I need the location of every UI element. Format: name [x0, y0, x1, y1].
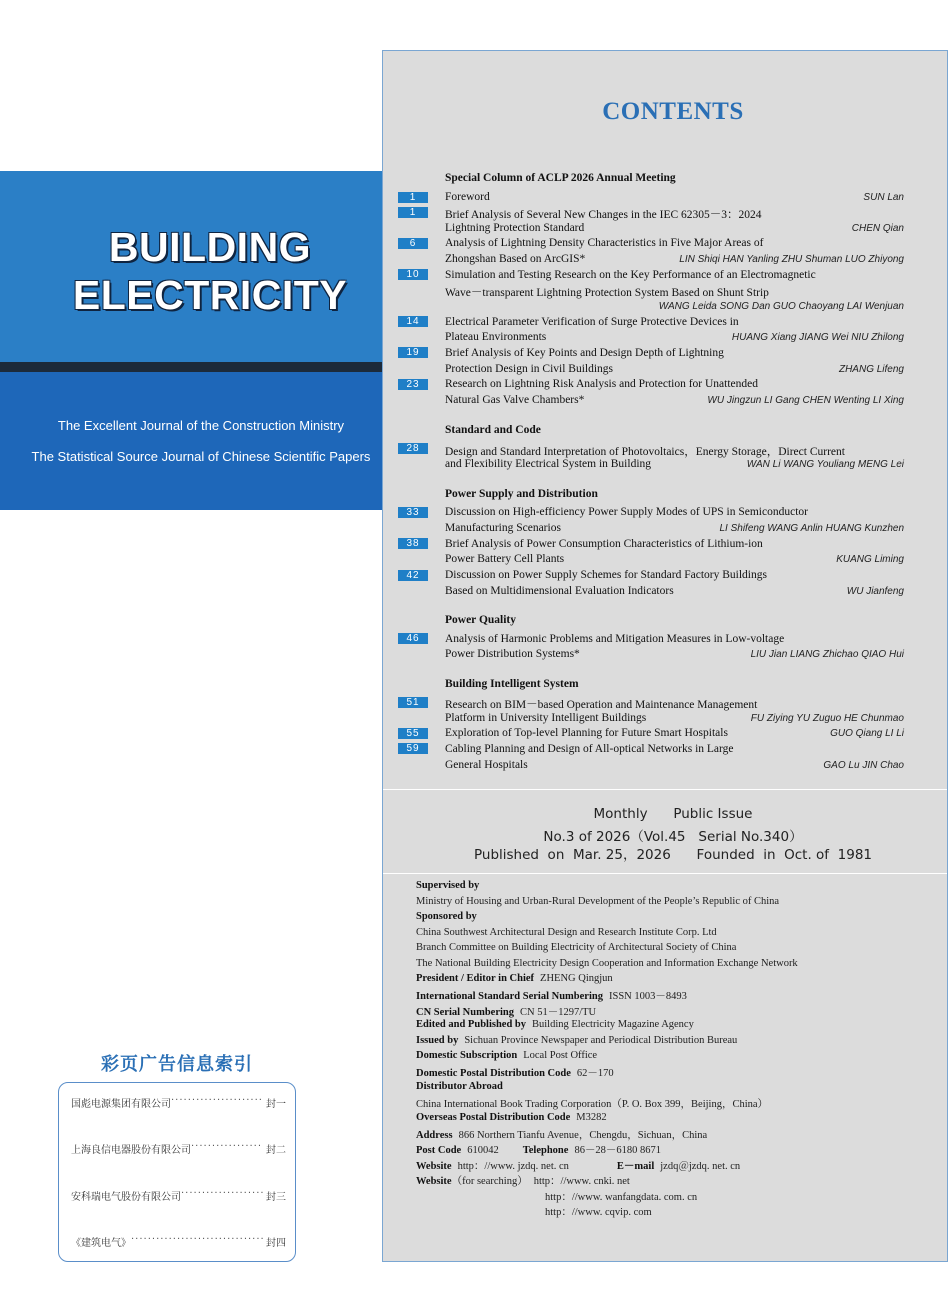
issued-line: Issued by Sichuan Province Newspaper and Periodical Distribution Bureau	[416, 1035, 738, 1046]
article-authors: CHEN Qian	[851, 223, 904, 234]
article-title: Power Battery Cell Plants	[445, 553, 565, 565]
article-authors: LIN Shiqi HAN Yanling ZHU Shuman LUO Zhiyong	[679, 254, 904, 265]
contents-panel	[382, 50, 948, 1262]
article-authors: LIU Jian LIANG Zhichao QIAO Hui	[750, 649, 904, 660]
ad-company: 安科瑞电气股份有限公司	[71, 1192, 181, 1203]
article-title: Brief Analysis of Power Consumption Characteristics of Lithium-ion	[445, 538, 763, 550]
article-title: Exploration of Top-level Planning for Future Smart Hospitals	[445, 727, 728, 739]
article-title: Cabling Planning and Design of All-optical Networks in Large	[445, 743, 734, 755]
article-title: General Hospitals	[445, 759, 528, 771]
website-line: Website http：//www. jzdq. net. cn E－mail jzdq＠jzdq. net. cn	[416, 1161, 741, 1172]
page-badge: 38	[398, 538, 428, 549]
article-authors: GUO Qiang LI Li	[830, 728, 904, 739]
article-title: Research on BIM－based Operation and Maintenance Management	[445, 699, 758, 711]
page-badge: 1	[398, 192, 428, 203]
article-title: Protection Design in Civil Buildings	[445, 363, 614, 375]
article-title: Analysis of Lightning Density Characteristics in Five Major Areas of	[445, 237, 764, 249]
leader-dots	[181, 1188, 263, 1203]
journal-title-line1: BUILDING	[108, 224, 312, 270]
page-badge: 59	[398, 743, 428, 754]
article-title: Zhongshan Based on ArcGIS*	[445, 253, 586, 265]
domestic-code-line: Domestic Postal Distribution Code 62－170	[416, 1068, 614, 1079]
tagline-band	[0, 372, 383, 510]
sponsor: The National Building Electricity Design Cooperation and Information Exchange Network	[416, 958, 798, 969]
page-badge: 46	[398, 633, 428, 644]
article-authors: FU Ziying YU Zuguo HE Chunmao	[750, 713, 904, 724]
ad-page: 封一	[266, 1099, 286, 1110]
article-title: Power Distribution Systems*	[445, 648, 580, 660]
search-website-line: Website（for searching） http：//www. cnki. net	[416, 1176, 630, 1187]
article-title: Discussion on Power Supply Schemes for Standard Factory Buildings	[445, 569, 767, 581]
search-site-link[interactable]: http：//www. cnki. net	[533, 1176, 630, 1187]
article-authors: WU Jianfeng	[846, 586, 904, 597]
supervisor: Ministry of Housing and Urban-Rural Development of the People’s Republic of China	[416, 896, 780, 907]
article-title: Design and Standard Interpretation of Photovoltaics，Energy Storage，Direct Current	[445, 446, 845, 458]
page-badge: 1	[398, 207, 428, 218]
leader-dots	[171, 1095, 263, 1110]
cn-line: CN Serial Numbering CN 51－1297/TU	[416, 1007, 597, 1018]
article-title: Brief Analysis of Key Points and Design Depth of Lightning	[445, 347, 724, 359]
ad-page: 封四	[266, 1238, 286, 1249]
article-authors: WAN Li WANG Youliang MENG Lei	[746, 459, 904, 470]
section-heading: Standard and Code	[445, 424, 541, 436]
page-badge: 51	[398, 697, 428, 708]
section-heading: Building Intelligent System	[445, 678, 579, 690]
article-title: Discussion on High-efficiency Power Supply Modes of UPS in Semiconductor	[445, 506, 808, 518]
article-authors: SUN Lan	[863, 192, 904, 203]
article-authors: HUANG Xiang JIANG Wei NIU Zhilong	[731, 332, 904, 343]
section-heading: Special Column of ACLP 2026 Annual Meeting	[445, 172, 676, 184]
publication-issue: No.3 of 2026（Vol.45 Serial No.340）	[543, 829, 803, 845]
page-badge: 55	[398, 728, 428, 739]
banner-divider	[0, 362, 383, 372]
sponsor: China Southwest Architectural Design and Research Institute Corp. Ltd	[416, 927, 717, 938]
leader-dots	[131, 1234, 263, 1249]
postcode-line: Post Code 610042 Telephone 86－28－6180 8671	[416, 1145, 662, 1156]
ad-index-item	[71, 1141, 286, 1156]
issn-line: International Standard Serial Numbering ISSN 1003－8493	[416, 991, 687, 1002]
ad-index-item	[71, 1188, 286, 1203]
leader-dots	[191, 1141, 263, 1156]
journal-tagline1: The Excellent Journal of the Construction Ministry	[57, 418, 345, 433]
overseas-code-line: Overseas Postal Distribution Code M3282	[416, 1112, 607, 1123]
ad-index-item	[71, 1234, 286, 1249]
article-title: Simulation and Testing Research on the Key Performance of an Electromagnetic	[445, 269, 816, 281]
journal-tagline2: The Statistical Source Journal of Chinese Scientific Papers	[31, 449, 371, 464]
page-badge: 42	[398, 570, 428, 581]
article-title: Manufacturing Scenarios	[445, 522, 561, 534]
ad-index-box	[58, 1082, 296, 1262]
page-badge: 10	[398, 269, 428, 280]
article-title: and Flexibility Electrical System in Building	[445, 458, 652, 470]
publication-frequency: Monthly Public Issue	[593, 806, 753, 822]
distributor-abroad-value: China International Book Trading Corporation（P. O. Box 399，Beijing，China）	[416, 1099, 769, 1110]
ad-company: 国彪电源集团有限公司	[71, 1099, 171, 1110]
article-title: Natural Gas Valve Chambers*	[445, 394, 585, 406]
page-badge: 6	[398, 238, 428, 249]
website-link[interactable]: http：//www. jzdq. net. cn	[457, 1161, 569, 1172]
page-badge: 33	[398, 507, 428, 518]
sponsored-by: Sponsored by	[416, 911, 477, 922]
article-title: Platform in University Intelligent Buildings	[445, 712, 647, 724]
ad-page: 封三	[266, 1192, 286, 1203]
email-link[interactable]: jzdq＠jzdq. net. cn	[660, 1161, 741, 1172]
contents-heading: CONTENTS	[602, 98, 744, 125]
publication-dates: Published on Mar. 25，2026 Founded in Oct. of 1981	[473, 847, 873, 863]
article-title: Lightning Protection Standard	[445, 222, 585, 234]
ad-company: 《建筑电气》	[71, 1238, 131, 1249]
distributor-abroad: Distributor Abroad	[416, 1081, 503, 1092]
address-line: Address 866 Northern Tianfu Avenue，Chengdu，Sichuan，China	[416, 1130, 708, 1141]
search-site-link[interactable]: http：//www. cqvip. com	[545, 1207, 652, 1218]
subscription-line: Domestic Subscription Local Post Office	[416, 1050, 598, 1061]
ad-page: 封二	[266, 1145, 286, 1156]
ad-index-title: 彩页广告信息索引	[101, 1054, 253, 1074]
page-badge: 19	[398, 347, 428, 358]
article-title: Electrical Parameter Verification of Surge Protective Devices in	[445, 316, 739, 328]
section-heading: Power Quality	[445, 614, 517, 626]
article-authors: GAO Lu JIN Chao	[823, 760, 904, 771]
supervised-by: Supervised by	[416, 880, 480, 891]
president-line: President / Editor in Chief ZHENG Qingjun	[416, 973, 613, 984]
page-badge: 28	[398, 443, 428, 454]
ad-company: 上海良信电器股份有限公司	[71, 1145, 191, 1156]
panel-divider	[383, 789, 947, 790]
article-title: Research on Lightning Risk Analysis and Protection for Unattended	[445, 378, 758, 390]
article-title: Plateau Environments	[445, 331, 547, 343]
sponsor: Branch Committee on Building Electricity of Architectural Society of China	[416, 942, 737, 953]
article-authors: WU Jingzun LI Gang CHEN Wenting LI Xing	[707, 395, 904, 406]
search-site-link[interactable]: http：//www. wanfangdata. com. cn	[545, 1192, 698, 1203]
article-title: Analysis of Harmonic Problems and Mitigation Measures in Low-voltage	[445, 633, 785, 645]
article-title: Based on Multidimensional Evaluation Indicators	[445, 585, 674, 597]
ad-index-item	[71, 1095, 286, 1110]
article-title: Brief Analysis of Several New Changes in the IEC 62305－3：2024	[445, 209, 762, 221]
article-authors: ZHANG Lifeng	[838, 364, 904, 375]
article-authors: WANG Leida SONG Dan GUO Chaoyang LAI Wenjuan	[658, 301, 904, 312]
page-badge: 14	[398, 316, 428, 327]
edited-line: Edited and Published by Building Electricity Magazine Agency	[416, 1019, 694, 1030]
section-heading: Power Supply and Distribution	[445, 488, 598, 500]
article-title: Wave－transparent Lightning Protection System Based on Shunt Strip	[445, 287, 769, 299]
article-authors: LI Shifeng WANG Anlin HUANG Kunzhen	[719, 523, 904, 534]
journal-title-line2: ELECTRICITY	[72, 272, 348, 318]
article-authors: KUANG Liming	[836, 554, 904, 565]
article-title: Foreword	[445, 191, 490, 203]
panel-divider	[383, 873, 947, 874]
page-badge: 23	[398, 379, 428, 390]
